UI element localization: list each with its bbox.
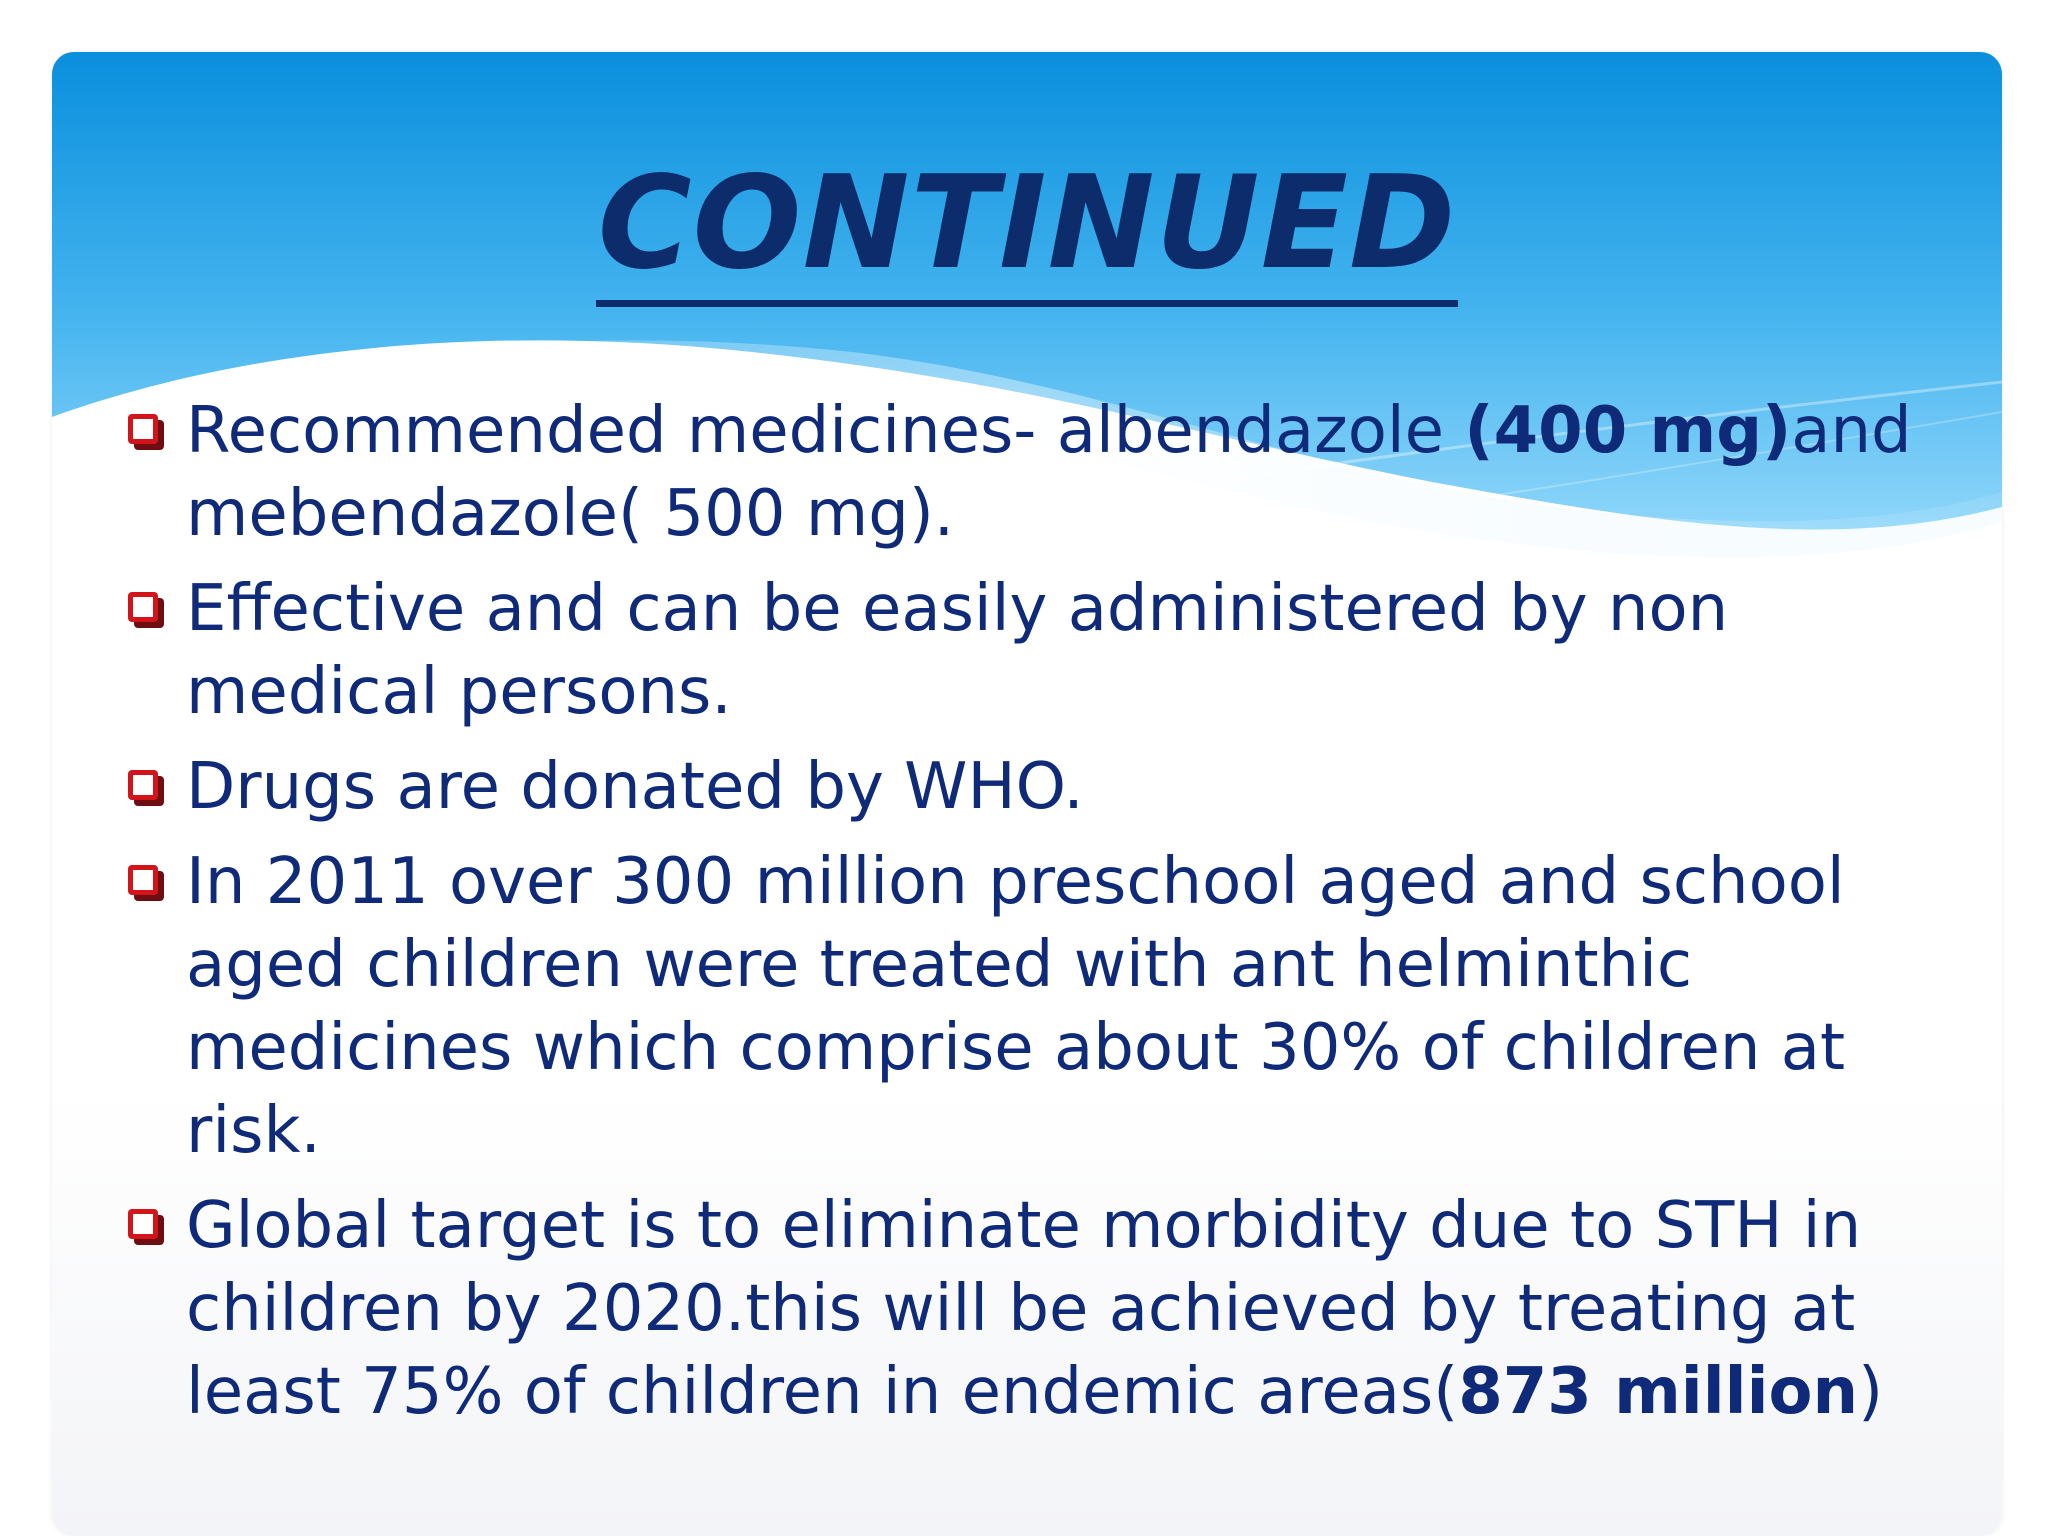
bullet-text-part: Global target is to eliminate morbidity due to STH in children by 2020.this will be achieved by treating at least 75% of children in endemic areas( xyxy=(186,1189,1862,1429)
bullet-item xyxy=(128,568,1968,734)
bullet-text xyxy=(186,1185,1968,1434)
slide-title-text: CONTINUED xyxy=(596,149,1459,307)
bullet-text-part: and mebendazole( 500 mg). xyxy=(186,394,1912,551)
checkbox-bullet-icon xyxy=(128,1209,158,1239)
bullet-text: Drugs are donated by WHO. xyxy=(186,750,1084,824)
checkbox-bullet-icon xyxy=(128,770,158,800)
checkbox-bullet-icon xyxy=(128,592,158,622)
bullet-text-part: ) xyxy=(1858,1355,1884,1429)
bullet-text: In 2011 over 300 million preschool aged and school aged children were treated with ant helminthic medicines which comprise about 30% of children at risk. xyxy=(186,845,1846,1168)
bullet-item xyxy=(128,1185,1968,1434)
bullet-item xyxy=(128,841,1968,1173)
bullet-text xyxy=(186,390,1968,556)
slide xyxy=(52,52,2002,1536)
slide-title xyxy=(52,150,2002,297)
bullet-list xyxy=(128,390,1968,1446)
bullet-text-part: Recommended medicines- albendazole xyxy=(186,394,1465,468)
checkbox-bullet-icon xyxy=(128,414,158,444)
checkbox-bullet-icon xyxy=(128,865,158,895)
bullet-item xyxy=(128,746,1968,829)
bullet-text: Effective and can be easily administered by non medical persons. xyxy=(186,572,1729,729)
bullet-item xyxy=(128,390,1968,556)
bullet-text-bold: (400 mg) xyxy=(1464,394,1792,468)
bullet-text-bold: 873 million xyxy=(1458,1355,1859,1429)
